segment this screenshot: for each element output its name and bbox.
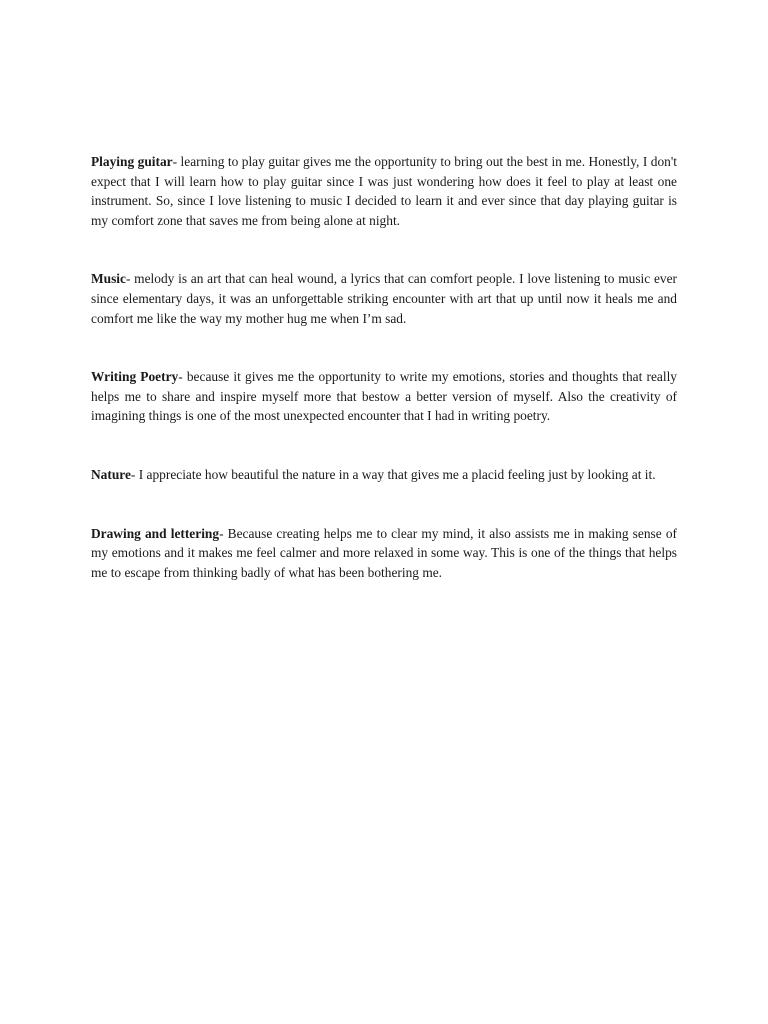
paragraph-text: - because it gives me the opportunity to write my emotions, stories and thoughts that really helps me to share and inspire myself more that bestow a better version of myself. Also the creativity of imagining things is one of the most unexpected encounter that I had in writing poetry. — [91, 369, 677, 424]
paragraph-nature — [91, 465, 677, 485]
paragraph-music — [91, 269, 677, 328]
paragraph-text: - Because creating helps me to clear my mind, it also assists me in making sense of my emotions and it makes me feel calmer and more relaxed in some way. This is one of the things that helps me to escape from thinking badly of what has been bothering me. — [91, 525, 677, 580]
paragraph-drawing-and-lettering — [91, 524, 677, 583]
document-body — [91, 152, 677, 582]
paragraph-text: - learning to play guitar gives me the opportunity to bring out the best in me. Honestly, I don't expect that I will learn how to play guitar since I was just wondering how does it feel to play at least one instrument. So, since I love listening to music I decided to learn it and ever since that day playing guitar is my comfort zone that saves me from being alone at night. — [91, 154, 677, 228]
paragraph-text: - I appreciate how beautiful the nature in a way that gives me a placid feeling just by looking at it. — [130, 466, 656, 482]
paragraph-writing-poetry — [91, 367, 677, 426]
paragraph-term: Drawing and lettering — [91, 525, 220, 541]
paragraph-playing-guitar — [91, 152, 677, 230]
paragraph-term: Playing guitar — [91, 154, 173, 169]
paragraph-term: Writing Poetry — [91, 369, 179, 385]
paragraph-term: Music — [91, 271, 126, 287]
paragraph-text: - melody is an art that can heal wound, a lyrics that can comfort people. I love listening to music ever since elementary days, it was an unforgettable striking encounter with art that up until now it heals me and comfort me like the way my mother hug me when I’m sad. — [91, 271, 677, 326]
paragraph-term: Nature — [91, 466, 131, 482]
